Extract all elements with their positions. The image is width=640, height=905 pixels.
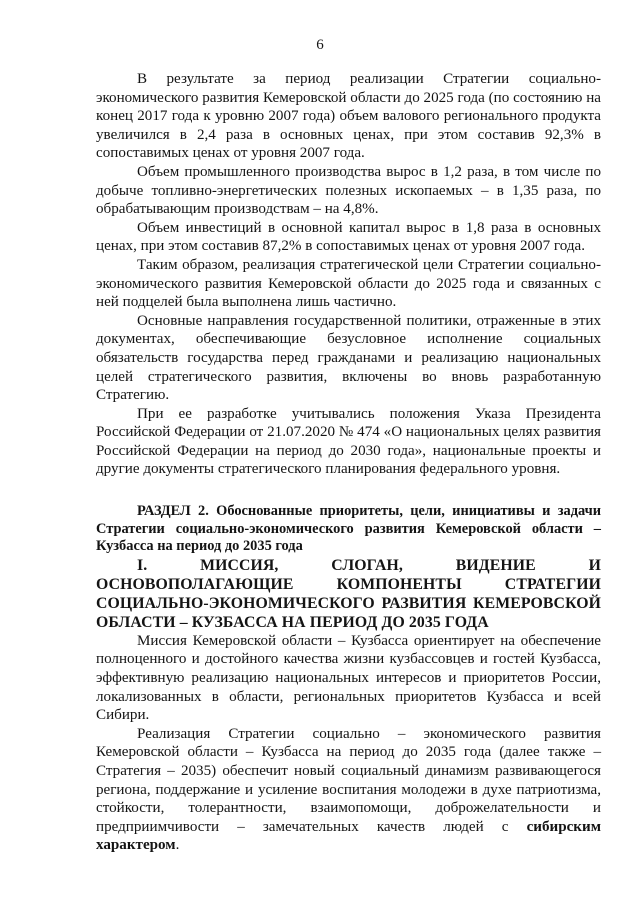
section-heading: РАЗДЕЛ 2. Обоснованные приоритеты, цели, инициативы и задачи Стратегии социально-экономического развития Кемеровской области – Кузбасса на период до 2035 года	[96, 503, 601, 555]
paragraph-conclusion: Таким образом, реализация стратегической цели Стратегии социально-экономического развития Кемеровской области до 2025 года и связанных с ней подцелей была выполнена лишь частично.	[96, 256, 601, 311]
paragraph-presidential-decree: При ее разработке учитывались положения Указа Президента Российской Федерации от 21.07.2020 № 474 «О национальных целях развития Российской Федерации на период до 2030 года», национальные проекты и другие документы стратегического планирования федерального уровня.	[96, 405, 601, 478]
siberian-character-emphasis: сибирским характером	[96, 818, 601, 854]
page-number: 6	[316, 37, 324, 53]
page-content	[96, 70, 601, 855]
strategy-2035-end: .	[175, 837, 180, 854]
strategy-2035-text: Реализация Стратегии социально – экономического развития Кемеровской области – Кузбасса на период до 2035 года (далее также – Стратегия – 2035) обеспечит новый социальный динамизм развивающегося региона, поддержание и усиление воспитания молодежи в духе патриотизма, стойкости, толерантности, взаимопомощи, доброжелательности и предприимчивости – замечательных качеств людей с	[96, 725, 601, 835]
paragraph-grp-results: В результате за период реализации Стратегии социально-экономического развития Кемеровской области до 2025 года (по состоянию на конец 2017 года к уровню 2007 года) объем валового регионального продукта увеличился в 2,4 раза в основных ценах, при этом составив 92,3% в сопоставимых ценах от уровня 2007 года.	[96, 71, 601, 162]
paragraph-investments: Объем инвестиций в основной капитал вырос в 1,8 раза в основных ценах, при этом составив 87,2% в сопоставимых ценах от уровня 2007 года.	[96, 219, 601, 255]
section-spacer	[96, 479, 601, 503]
paragraph-industrial-production: Объем промышленного производства вырос в 1,2 раза, в том числе по добыче топливно-энергетических полезных ископаемых – в 1,35 раза, по обрабатывающим производствам – на 4,8%.	[96, 163, 601, 218]
paragraph-policy-directions: Основные направления государственной политики, отраженные в этих документах, обеспечивающие безусловное исполнение социальных обязательств государства перед гражданами и реализацию национальных целей стратегического развития, включены во вновь разработанную Стратегию.	[96, 312, 601, 404]
chapter-heading: I. МИССИЯ, СЛОГАН, ВИДЕНИЕ И ОСНОВОПОЛАГАЮЩИЕ КОМПОНЕНТЫ СТРАТЕГИИ СОЦИАЛЬНО-ЭКОНОМИЧЕСКОГО РАЗВИТИЯ КЕМЕРОВСКОЙ ОБЛАСТИ – КУЗБАССА НА ПЕРИОД ДО 2035 ГОДА	[96, 556, 601, 631]
paragraph-strategy-2035	[96, 725, 601, 855]
paragraph-mission: Миссия Кемеровской области – Кузбасса ориентирует на обеспечение полноценного и достойного качества жизни кузбассовцев и гостей Кузбасса, эффективную реализацию национальных интересов и приоритетов России, локализованных в области, региональных приоритетов Кузбасса и всей Сибири.	[96, 632, 601, 724]
